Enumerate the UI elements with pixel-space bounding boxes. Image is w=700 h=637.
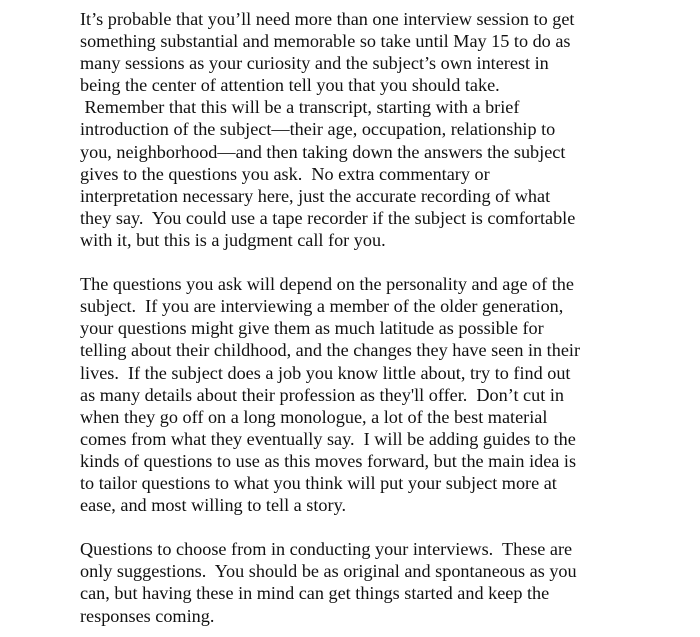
text-line: Remember that this will be a transcript, starting with a brief [80,97,520,118]
text-line: only suggestions. You should be as original and spontaneous as you [80,561,577,582]
text-line: being the center of attention tell you that you should take. [80,75,500,96]
text-line: It’s probable that you’ll need more than one interview session to get [80,9,575,29]
text-line: Questions to choose from in conducting your interviews. These are [80,539,573,560]
text-line: telling about their childhood, and the changes they have seen in their [80,340,581,361]
text-line: can, but having these in mind can get things started and keep the [80,583,550,604]
text-line: comes from what they eventually say. I will be adding guides to the [80,428,576,449]
text-line: they say. You could use a tape recorder if the subject is comfortable [80,207,576,228]
text-line: as many details about their profession as they'll offer. Don’t cut in [80,384,564,405]
paragraph-questions-guidance [80,273,640,516]
paragraph-suggested-questions [80,538,640,626]
text-line: with it, but this is a judgment call for you. [80,229,386,250]
text-line: you, neighborhood—and then taking down the answers the subject [80,141,566,162]
paragraph-interview-sessions [80,8,640,251]
text-line: introduction of the subject—their age, occupation, relationship to [80,119,556,140]
text-line: interpretation necessary here, just the accurate recording of what [80,185,551,206]
text-line: when they go off on a long monologue, a lot of the best material [80,406,548,427]
text-line: lives. If the subject does a job you know little about, try to find out [80,362,571,383]
text-line: subject. If you are interviewing a member of the older generation, [80,296,564,317]
text-line: many sessions as your curiosity and the subject’s own interest in [80,53,549,74]
paragraph-gap [80,251,640,273]
text-line: kinds of questions to use as this moves forward, but the main idea is [80,450,577,471]
text-line: to tailor questions to what you think will put your subject more at [80,472,557,493]
text-line: gives to the questions you ask. No extra commentary or [80,163,490,184]
text-line: responses coming. [80,605,215,626]
text-line: The questions you ask will depend on the personality and age of the [80,274,574,295]
text-line: your questions might give them as much latitude as possible for [80,318,544,339]
document-body [80,8,640,627]
paragraph-gap [80,516,640,538]
text-line: ease, and most willing to tell a story. [80,495,347,516]
text-line: something substantial and memorable so take until May 15 to do as [80,31,571,52]
